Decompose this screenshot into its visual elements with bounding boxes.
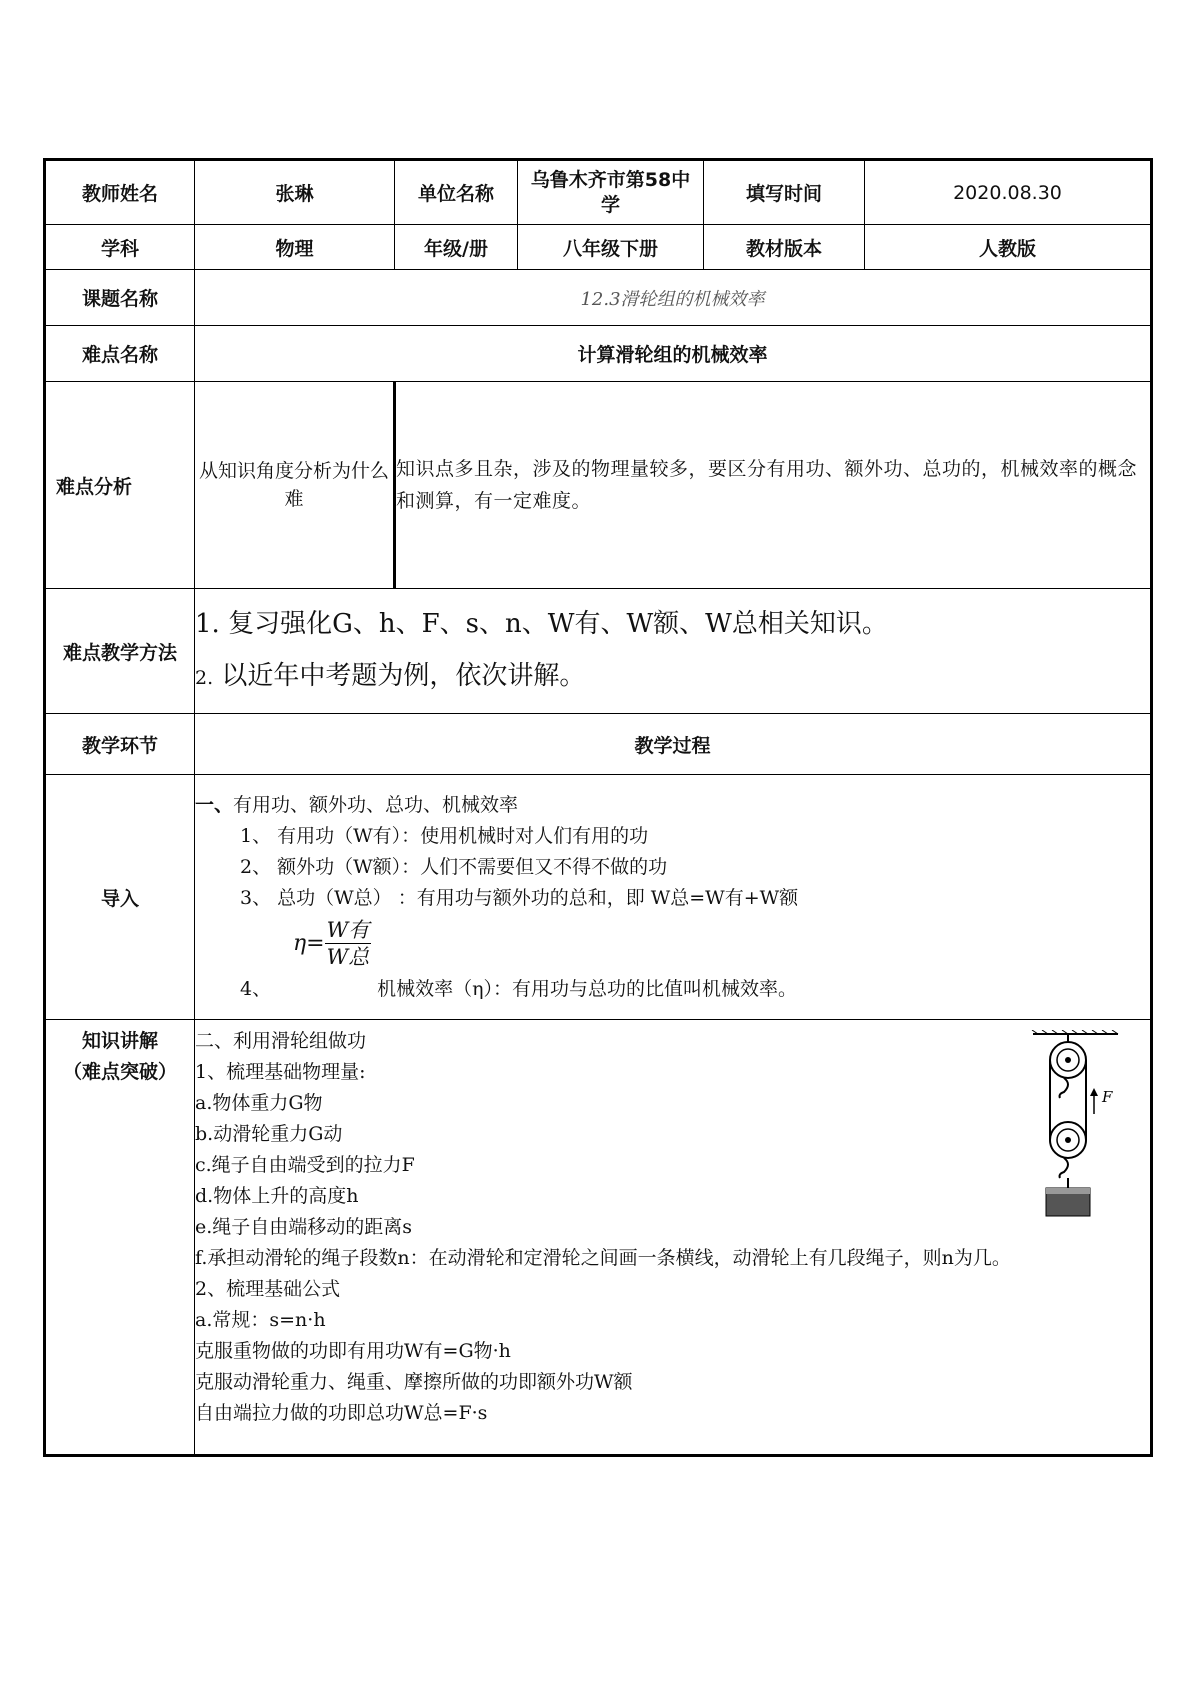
knowledge-row: [45, 1020, 1152, 1456]
intro-title-text: 有用功、额外功、总功、机械效率: [233, 793, 519, 816]
fraction-numerator: W有: [326, 918, 370, 942]
subject-value: 物理: [195, 225, 395, 270]
lesson-plan-page: [43, 158, 1150, 1457]
knowledge-item-b: b.动滑轮重力G动: [195, 1123, 343, 1145]
difficulty-row: [45, 326, 1152, 382]
method-row: [45, 589, 1152, 714]
fill-date-value: 2020.08.30: [865, 160, 1152, 225]
knowledge-formula-a: a.常规：s=n·h: [195, 1309, 326, 1331]
intro-line-1: 1、 有用功（W有）：使用机械时对人们有用的功: [240, 824, 649, 847]
fill-date-label: 填写时间: [704, 160, 865, 225]
intro-content: [195, 775, 1152, 1020]
knowledge-section-2: 2、梳理基础公式: [195, 1278, 341, 1300]
analysis-label: 难点分析: [45, 382, 195, 589]
intro-title: [195, 790, 1150, 821]
method-item-2-text: 以近年中考题为例，依次讲解。: [221, 661, 586, 691]
eta-symbol: η=: [293, 931, 325, 956]
process-label: 教学环节: [45, 714, 195, 775]
knowledge-title: 二、利用滑轮组做功: [195, 1030, 367, 1052]
process-value: 教学过程: [195, 714, 1152, 775]
topic-row: [45, 270, 1152, 326]
knowledge-useful-work: 克服重物做的功即有用功W有=G物·h: [195, 1340, 511, 1362]
header-row-2: [45, 225, 1152, 270]
lesson-plan-table: [43, 158, 1153, 1457]
process-row: [45, 714, 1152, 775]
intro-line-4-num: 4、: [240, 977, 272, 1000]
knowledge-label-1: 知识讲解: [81, 1030, 158, 1052]
intro-row: [45, 775, 1152, 1020]
efficiency-formula: [195, 914, 1150, 974]
knowledge-item-e: e.绳子自由端移动的距离s: [195, 1216, 413, 1238]
knowledge-item-a: a.物体重力G物: [195, 1092, 323, 1114]
method-item-1-num: 1.: [195, 609, 220, 639]
knowledge-item-d: d.物体上升的高度h: [195, 1185, 359, 1207]
topic-label: 课题名称: [45, 270, 195, 326]
intro-line-4: [195, 974, 1150, 1005]
edition-label: 教材版本: [704, 225, 865, 270]
knowledge-section-1: 1、梳理基础物理量:: [195, 1061, 366, 1083]
intro-line-2: 2、 额外功（W额）：人们不需要但又不得不做的功: [240, 855, 668, 878]
analysis-sub-label: 从知识角度分析为什么难: [195, 382, 395, 589]
pulley-block-figure: [1028, 1030, 1128, 1220]
intro-line-4-text: 机械效率（η）：有用功与总功的比值叫机械效率。: [377, 977, 798, 1000]
difficulty-label: 难点名称: [45, 326, 195, 382]
method-item-1: [195, 598, 1150, 650]
analysis-text: 知识点多且杂，涉及的物理量较多，要区分有用功、额外功、总功的，机械效率的概念和测算，有一定难度。: [395, 382, 1152, 589]
teacher-name-value: 张琳: [195, 160, 395, 225]
method-item-1-text: 复习强化G、h、F、s、n、W有、W额、W总相关知识。: [228, 609, 888, 639]
knowledge-item-c: c.绳子自由端受到的拉力F: [195, 1154, 415, 1176]
subject-label: 学科: [45, 225, 195, 270]
analysis-row: [45, 382, 1152, 589]
grade-label: 年级/册: [395, 225, 518, 270]
unit-name-label: 单位名称: [395, 160, 518, 225]
knowledge-content: [195, 1020, 1152, 1456]
topic-value: 12.3滑轮组的机械效率: [195, 270, 1152, 326]
knowledge-item-f: f.承担动滑轮的绳子段数n：在动滑轮和定滑轮之间画一条横线，动滑轮上有几段绳子，则n为几。: [195, 1247, 1011, 1269]
knowledge-label: [45, 1020, 195, 1456]
force-label: F: [1102, 1088, 1113, 1106]
teacher-name-label: 教师姓名: [45, 160, 195, 225]
efficiency-fraction: [325, 917, 372, 970]
grade-value: 八年级下册: [518, 225, 704, 270]
intro-line-3: 3、 总功（W总） ：有用功与额外功的总和，即 W总=W有+W额: [240, 886, 799, 909]
method-content: [195, 589, 1152, 714]
unit-name-value: 乌鲁木齐市第58中学: [518, 160, 704, 225]
intro-label: 导入: [45, 775, 195, 1020]
method-item-2-num: 2.: [195, 667, 214, 689]
header-row-1: [45, 160, 1152, 225]
method-label: 难点教学方法: [45, 589, 195, 714]
knowledge-total-work: 自由端拉力做的功即总功W总=F·s: [195, 1402, 488, 1424]
method-item-2: [195, 650, 1150, 704]
knowledge-label-2: （难点突破）: [62, 1061, 177, 1083]
edition-value: 人教版: [865, 225, 1152, 270]
fraction-denominator: W总: [326, 945, 370, 969]
difficulty-value: 计算滑轮组的机械效率: [195, 326, 1152, 382]
intro-title-num: 一、: [195, 793, 234, 816]
knowledge-extra-work: 克服动滑轮重力、绳重、摩擦所做的功即额外功W额: [195, 1371, 633, 1393]
